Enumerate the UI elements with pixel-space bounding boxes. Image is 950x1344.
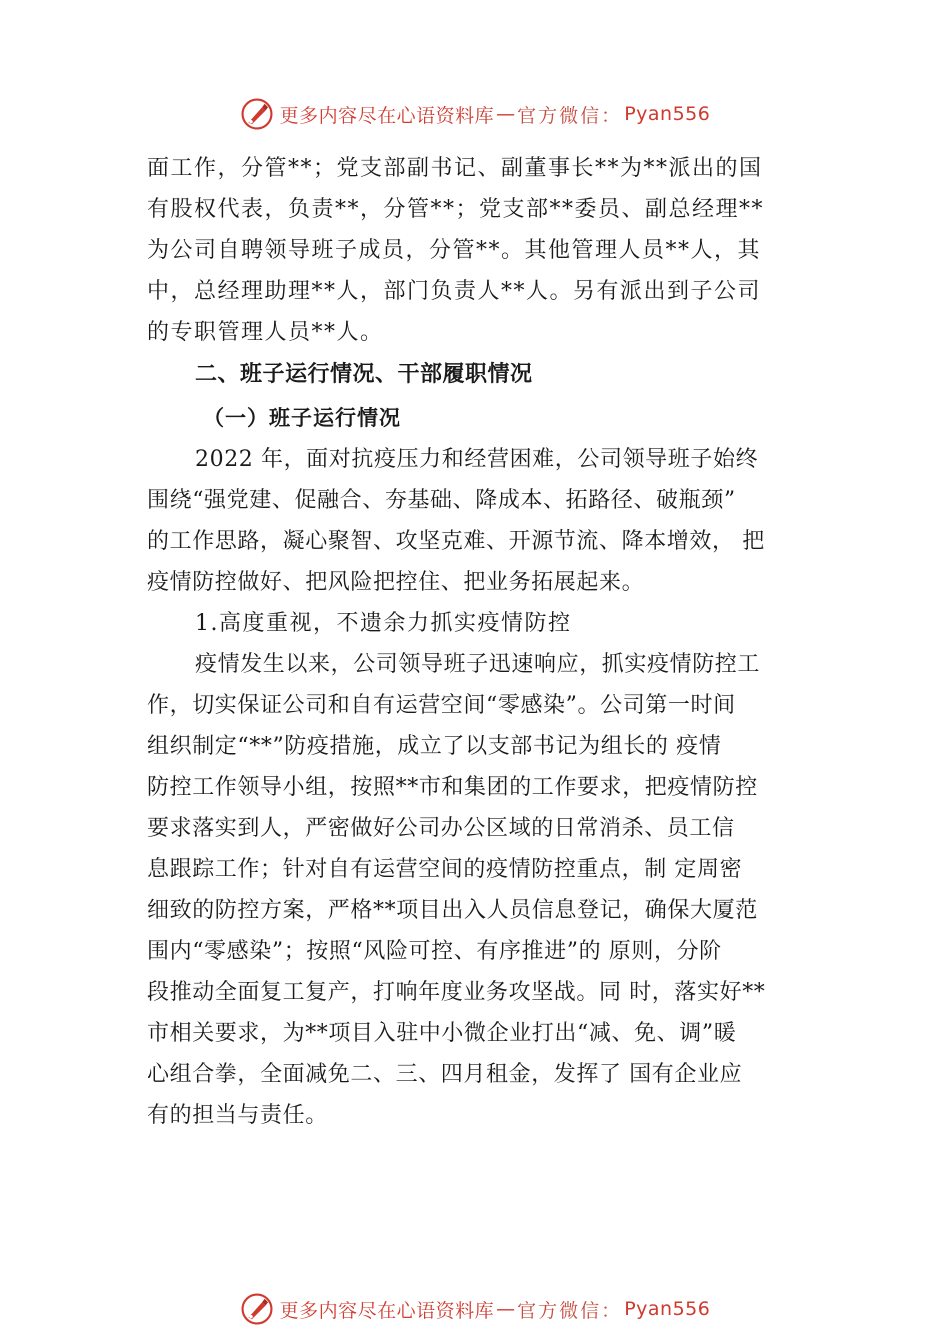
paragraph-line: 的工作思路，凝心聚智、攻坚克难、开源节流、降本增效， 把 (147, 529, 765, 554)
pen-nib-logo-icon (240, 97, 274, 131)
paragraph-line: 围绕“强党建、促融合、夯基础、降成本、拓路径、破瓶颈” (147, 488, 736, 513)
banner-main-text: 更多内容尽在心语资料库 (279, 104, 495, 127)
paragraph-line: 疫情发生以来，公司领导班子迅速响应，抓实疫情防控工 (195, 652, 761, 677)
paragraph-line: 作，切实保证公司和自有运营空间“零感染”。公司第一时间 (147, 693, 736, 718)
section-heading: 二、班子运行情况、干部履职情况 (195, 362, 533, 387)
pen-nib-logo-icon (240, 1292, 274, 1326)
paragraph-line: 心组合拳，全面减免二、三、四月租金，发挥了 国有企业应 (147, 1062, 743, 1087)
banner-wechat-id: Pyan556 (624, 103, 711, 125)
banner-wechat-id: Pyan556 (624, 1298, 711, 1320)
paragraph-line: 息跟踪工作；针对自有运营空间的疫情防控重点，制 定周密 (147, 857, 743, 882)
banner-main-text: 更多内容尽在心语资料库 (279, 1299, 495, 1322)
paragraph-line: 疫情防控做好、把风险把控住、把业务拓展起来。 (147, 570, 645, 595)
paragraph-line: 的专职管理人员**人。 (147, 320, 384, 345)
paragraph-line: 市相关要求，为**项目入驻中小微企业打出“减、免、调”暖 (147, 1021, 737, 1046)
paragraph-line: 组织制定“**”防疫措施，成立了以支部书记为组长的 疫情 (147, 734, 722, 759)
banner-sub-text: 官方微信： (517, 1299, 623, 1322)
banner-dash: — (496, 1298, 516, 1320)
footer-banner (0, 1289, 950, 1329)
paragraph-line: 2022 年，面对抗疫压力和经营困难，公司领导班子始终 (195, 447, 759, 472)
paragraph-line: 面工作，分管**；党支部副书记、副董事长**为**派出的国 (147, 156, 763, 181)
subsection-heading: （一）班子运行情况 (203, 405, 401, 430)
paragraph-line: 段推动全面复工复产，打响年度业务攻坚战。同 时，落实好** (147, 980, 766, 1005)
banner-dash: — (496, 103, 516, 125)
paragraph-line: 中，总经理助理**人，部门负责人**人。另有派出到子公司 (147, 279, 762, 304)
header-banner (0, 94, 950, 134)
paragraph-line: 细致的防控方案，严格**项目出入人员信息登记，确保大厦范 (147, 898, 758, 923)
paragraph-line: 有股权代表，负责**，分管**；党支部**委员、副总经理** (147, 197, 765, 222)
paragraph-line: 为公司自聘领导班子成员，分管**。其他管理人员**人，其 (147, 238, 762, 263)
item-heading: 1.高度重视，不遗余力抓实疫情防控 (195, 611, 572, 636)
banner-sub-text: 官方微信： (517, 104, 623, 127)
paragraph-line: 要求落实到人，严密做好公司办公区域的日常消杀、员工信 (147, 816, 735, 841)
document-body (147, 148, 837, 1136)
paragraph-line: 有的担当与责任。 (147, 1103, 328, 1128)
paragraph-line: 防控工作领导小组，按照**市和集团的工作要求，把疫情防控 (147, 775, 758, 800)
paragraph-line: 围内“零感染”；按照“风险可控、有序推进”的 原则，分阶 (147, 939, 722, 964)
